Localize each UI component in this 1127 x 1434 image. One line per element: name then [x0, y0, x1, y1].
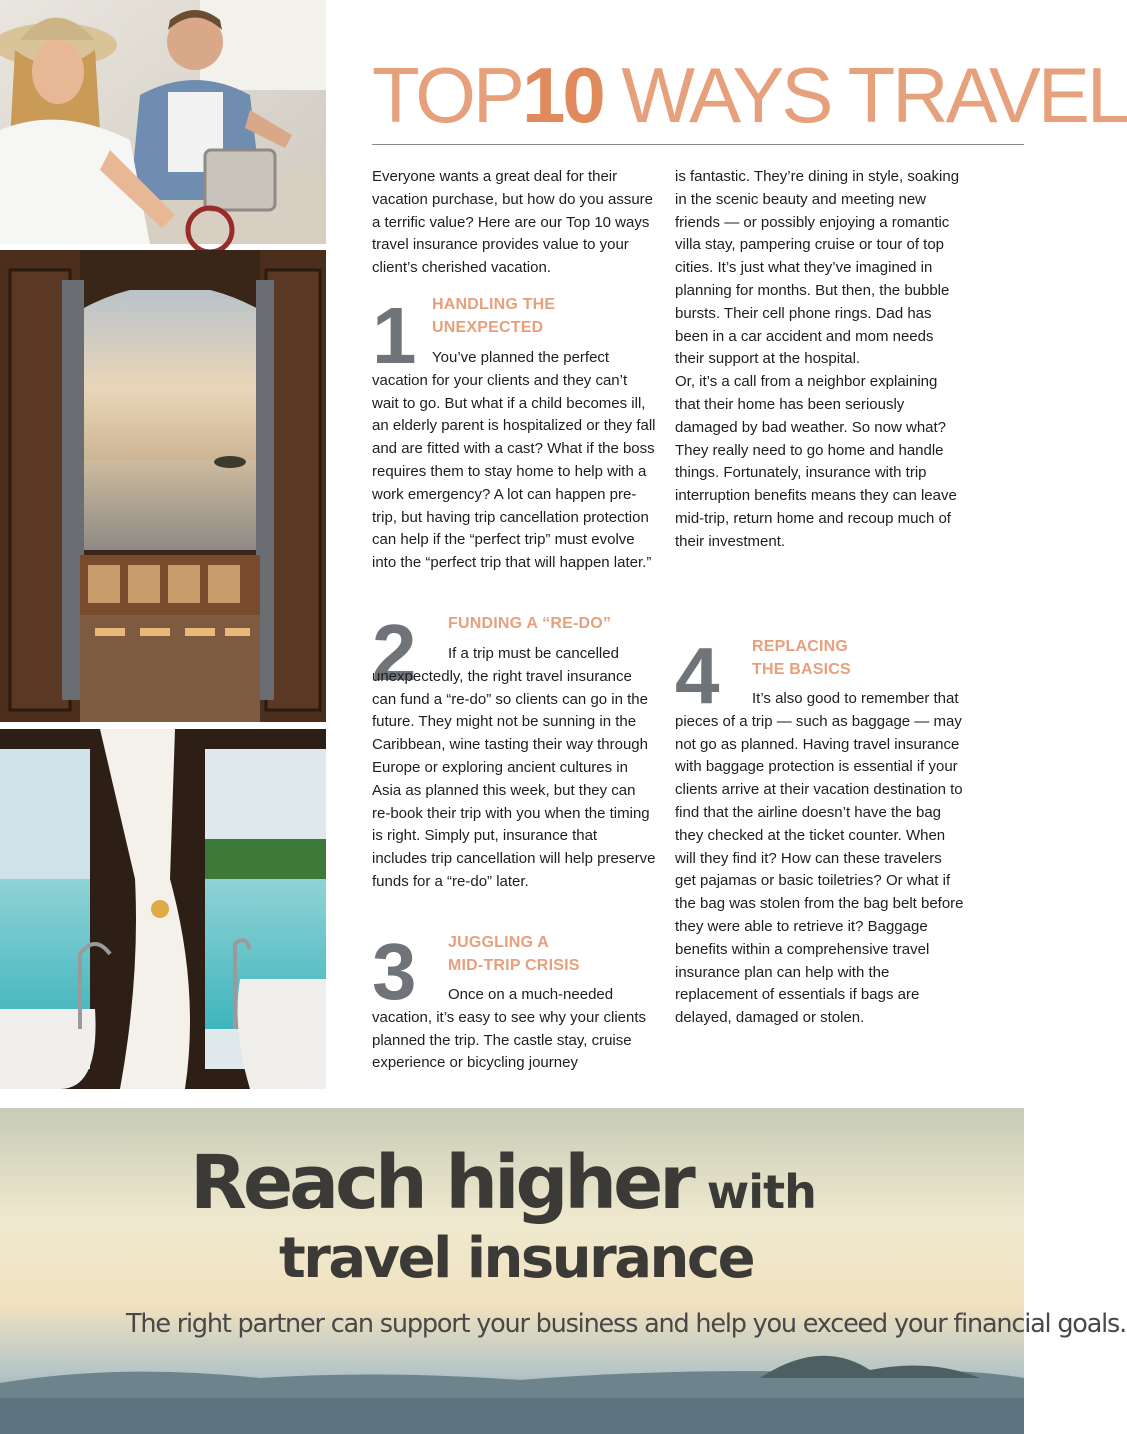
section-1-title: HANDLING THE UNEXPECTED	[432, 296, 556, 336]
section-4-body: It’s also good to remember that pieces of a trip — such as baggage — may not go as planned. Having travel insurance with baggage protection is essential if your clients arrive at their vacation destination to find that the airline doesn’t have the bag they checked at the ticket counter. When will they find it? How can these travelers get pajamas or basic toiletries? Or what if the bag was stolen from the bag belt before they were able to retrieve it? Baggage benefits within a comprehensive travel insurance plan can help with the replacement of essentials if bags are delayed, damaged or stolen.	[675, 690, 964, 1027]
section-3-body: Once on a much-needed vacation, it’s easy to see why your clients planned the trip. The castle stay, cruise experience or bicycling journey	[372, 986, 647, 1072]
banner-headline: Reach higher with	[190, 1140, 816, 1226]
banner-tagline: The right partner can support your business and help you exceed your financial goals.	[126, 1309, 1127, 1339]
section-1-body: You’ve planned the perfect vacation for your clients and they can’t wait to go. But what if a child becomes ill, an elderly parent is hospitalized or they fall and are fitted with a cast? What if the boss requires them to stay home to help with a work emergency? A lot can happen pre-trip, but having trip cancellation protection can help if the “perfect trip” must evolve into the “perfect trip that will happen later.”	[372, 349, 656, 572]
section-4-number: 4	[675, 631, 718, 720]
section-4-title: REPLACING THE BASICS	[752, 638, 851, 678]
section-1-number: 1	[372, 291, 415, 380]
section-2-title: FUNDING A “RE-DO”	[448, 615, 612, 632]
section-3-number: 3	[372, 927, 415, 1016]
photo-castle-window-lake	[0, 250, 326, 722]
page-title: TOP10 WAYS TRAVEL	[372, 51, 1127, 139]
photo-couple-bicycling	[0, 0, 326, 244]
section-3-body-continued: is fantastic. They’re dining in style, soaking in the scenic beauty and meeting new friends — or possibly enjoying a romantic villa stay, pampering cruise or tour of top cities. It’s just what they’ve imagined in planning for months. But then, the bubble bursts. Their cell phone rings. Dad has been in a car accident and mom needs their support at the hospital. Or, it’s a call from a neighbor explaining that their home has been seriously damaged by bad weather. So now what? They really need to go home and handle things. Fortunately, insurance with trip interruption benefits means they can leave mid-trip, return home and recoup much of their investment.	[675, 168, 960, 550]
photo-overwater-bathroom	[0, 729, 326, 1089]
intro-paragraph: Everyone wants a great deal for their vacation purchase, but how do you assure a terrific value? Here are our Top 10 ways travel insurance provides value to your client’s cherished vacation.	[372, 168, 654, 277]
title-divider	[372, 144, 1024, 145]
banner-subheadline: travel insurance	[279, 1226, 754, 1291]
section-3-title: JUGGLING A MID-TRIP CRISIS	[448, 934, 580, 974]
section-2-body: If a trip must be cancelled unexpectedly, the right travel insurance can fund a “re-do” so clients can go in the future. They might not be sunning in the Caribbean, wine tasting their way through Europe or exploring ancient cultures in Asia as planned this week, but they can re-book their trip with you when the timing is right. Simply put, insurance that includes trip cancellation will help preserve funds for a “re-do” later.	[372, 645, 656, 890]
section-2-number: 2	[372, 608, 415, 697]
